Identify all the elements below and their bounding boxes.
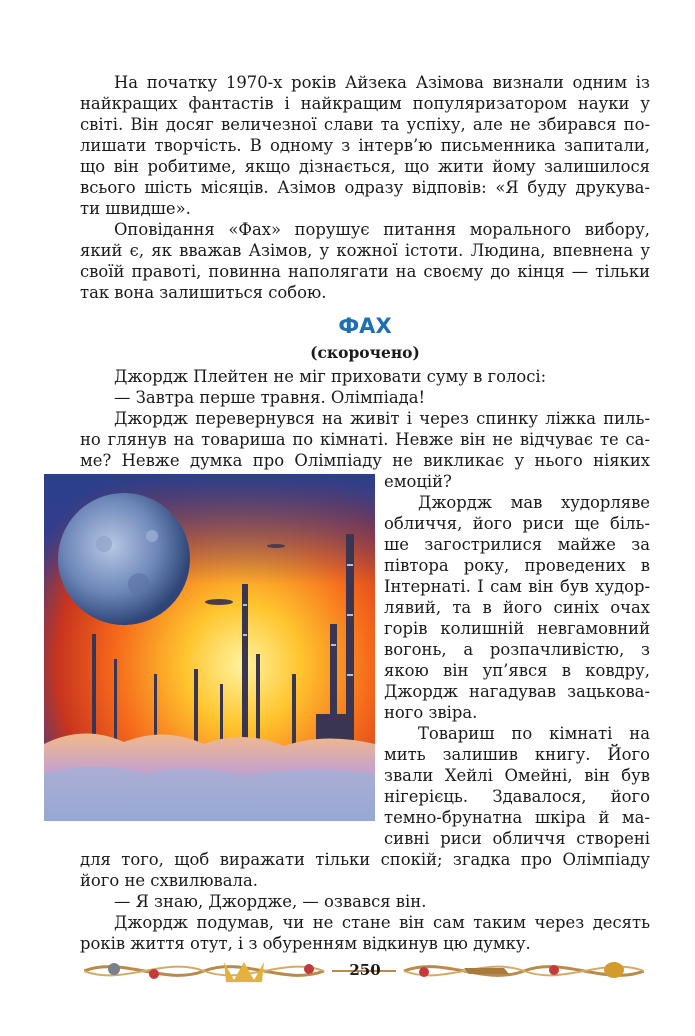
intro-line: світі. Він досяг величезної слави та успіху, але не збирався по- <box>80 115 650 134</box>
story-line: для того, щоб виражати тільки спокій; згадка про Олімпіаду <box>80 850 650 869</box>
story-line: півтора року, проведених в <box>384 556 650 575</box>
story-line: обличчя, його риси ще біль- <box>384 514 650 533</box>
story-line: ного звіра. <box>384 703 478 722</box>
story-line: — Завтра перше травня. Олімпіада! <box>114 388 426 407</box>
intro-line: На початку 1970-х років Айзека Азімова визнали одним із <box>114 73 650 92</box>
story-line: ме? Невже думка про Олімпіаду не викликає у нього ніяких <box>80 451 650 470</box>
story-line: Джордж подумав, чи не стане він сам таким через десять <box>114 913 650 932</box>
sci-fi-city-illustration <box>44 474 375 821</box>
story-line: емоцій? <box>384 472 452 491</box>
story-line: Джордж Плейтен не міг приховати суму в голосі: <box>114 367 547 386</box>
intro-line: що він робитиме, якщо дізнається, що жити йому залишилося <box>80 157 650 176</box>
story-line: звали Хейлі Омейні, він був <box>384 766 650 785</box>
story-title: ФАХ <box>338 314 392 338</box>
story-line: Товариш по кімнаті на <box>418 724 650 743</box>
intro-line: так вона залишиться собою. <box>80 283 327 302</box>
story-line: Джордж мав худорляве <box>418 493 650 512</box>
story-line: — Я знаю, Джордже, — озвався він. <box>114 892 427 911</box>
story-line: ше загострилися майже за <box>384 535 650 554</box>
intro-line: всього шість місяців. Азімов одразу відповів: «Я буду друкува- <box>80 178 650 197</box>
story-line: його не схвилювала. <box>80 871 258 890</box>
story-line: но глянув на товариша по кімнаті. Невже він не відчуває те са- <box>80 430 650 449</box>
story-line: якою він уп’явся в ковдру, <box>384 661 650 680</box>
story-line: Джордж нагадував зацькова- <box>384 682 650 701</box>
story-line: темно-брунатна шкіра й ма- <box>384 808 650 827</box>
story-line: Джордж перевернувся на живіт і через спинку ліжка пиль- <box>114 409 650 428</box>
story-line: вогонь, а розпачливістю, з <box>384 640 650 659</box>
story-line: лявий, та в його синіх очах <box>384 598 650 617</box>
story-line: горів колишній невгамовний <box>384 619 650 638</box>
intro-line: лишати творчість. В одному з інтерв’ю письменника запитали, <box>80 136 650 155</box>
page-number: 250 <box>349 961 381 979</box>
story-line: сивні риси обличчя створені <box>384 829 650 848</box>
story-line: нігерієць. Здавалося, його <box>384 787 650 806</box>
story-line: Інтернаті. І сам він був худор- <box>384 577 650 596</box>
story-subtitle: (скорочено) <box>310 343 420 362</box>
story-line: мить залишив книгу. Його <box>384 745 650 764</box>
intro-line: ти швидше». <box>80 199 191 218</box>
intro-line: найкращих фантастів і найкращим популяризатором науки у <box>80 94 650 113</box>
intro-line: який є, як вважав Азімов, у кожної істоти. Людина, впевнена у <box>80 241 650 260</box>
intro-line: Оповідання «Фах» порушує питання морального вибору, <box>114 220 650 239</box>
intro-line: своїй правоті, повинна наполягати на своєму до кінця — тільки <box>80 262 650 281</box>
story-line: років життя отут, і з обуренням відкинув цю думку. <box>80 934 531 953</box>
